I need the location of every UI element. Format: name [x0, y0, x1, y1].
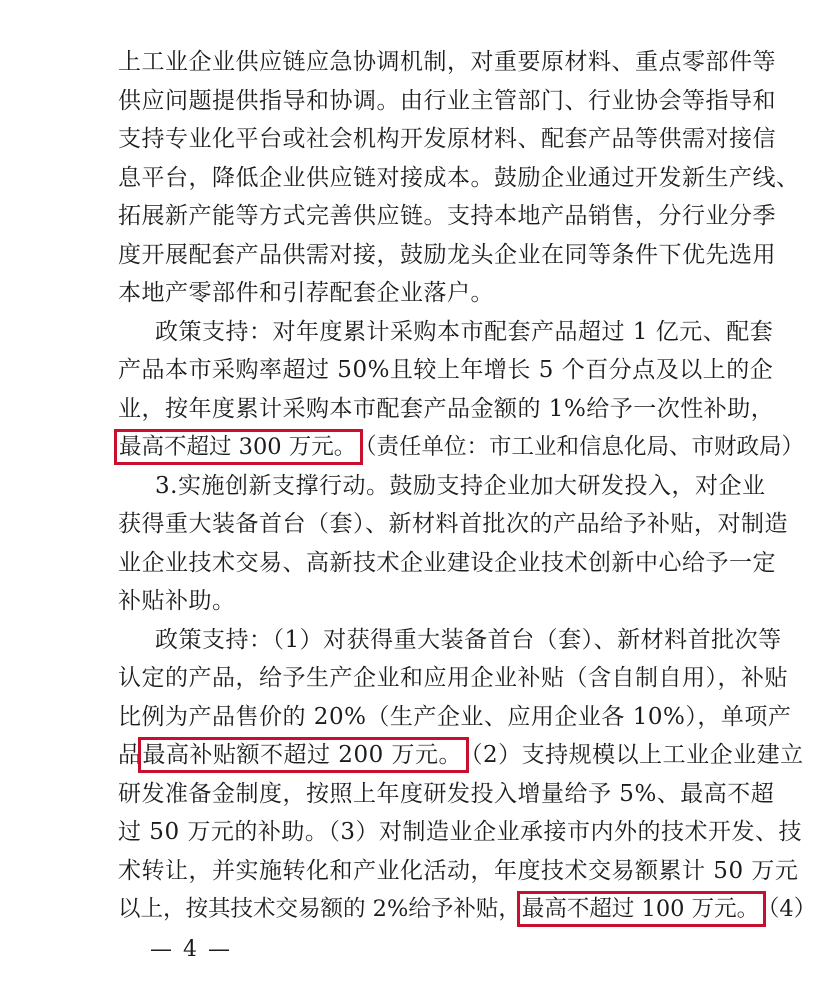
- line-suffix: （4）: [768, 896, 817, 922]
- highlight-box: 最高不超过 300 万元。: [114, 429, 363, 465]
- text-line: 产品本市采购率超过 50%且较上年增长 5 个百分点及以上的企: [118, 357, 774, 383]
- text-line: 上工业企业供应链应急协调机制，对重要原材料、重点零部件等: [118, 49, 776, 75]
- highlight-box: 最高补贴额不超过 200 万元。: [138, 737, 470, 773]
- text-line: 研发准备金制度，按照上年度研发投入增量给予 5%、最高不超: [118, 780, 775, 807]
- text-line: 补贴补助。: [118, 588, 236, 614]
- highlight-box: 最高不超过 100 万元。: [517, 891, 766, 927]
- line-suffix: （责任单位：市工业和信息化局、市财政局）: [365, 434, 805, 460]
- text-line: 认定的产品，给予生产企业和应用企业补贴（含自制自用），补贴: [118, 665, 788, 691]
- line-prefix: 以上，按其技术交易额的 2%给予补贴，: [118, 896, 521, 922]
- text-line: 支持专业化平台或社会机构开发原材料、配套产品等供需对接信: [118, 126, 776, 152]
- text-line: 获得重大装备首台（套）、新材料首批次的产品给予补贴，对制造: [118, 511, 788, 537]
- text-line-with-highlight: [118, 430, 804, 464]
- line-suffix: （2）支持规模以上工业企业建立: [471, 742, 804, 768]
- text-line: 息平台，降低企业供应链对接成本。鼓励企业通过开发新生产线、: [118, 164, 800, 191]
- paragraph-first-line: 政策支持：（1）对获得重大装备首台（套）、新材料首批次等: [155, 626, 782, 653]
- page-number: — 4 —: [150, 936, 232, 962]
- text-line: 供应问题提供指导和协调。由行业主管部门、行业协会等指导和: [118, 87, 776, 114]
- text-line: 本地产零部件和引荐配套企业落户。: [118, 280, 494, 306]
- text-line: 过 50 万元的补助。（3）对制造业企业承接市内外的技术开发、技: [118, 819, 803, 845]
- line-prefix: 品: [118, 742, 142, 768]
- text-line: 业，按年度累计采购本市配套产品金额的 1%给予一次性补助，: [118, 395, 775, 422]
- text-line: 业企业技术交易、高新技术企业建设企业技术创新中心给予一定: [118, 549, 776, 576]
- text-line: 拓展新产能等方式完善供应链。支持本地产品销售，分行业分季: [118, 203, 776, 229]
- text-line-with-highlight: [118, 738, 804, 772]
- text-line: 度开展配套产品供需对接，鼓励龙头企业在同等条件下优先选用: [118, 241, 776, 268]
- section-heading: 3.实施创新支撑行动。鼓励支持企业加大研发投入，对企业: [155, 472, 766, 499]
- paragraph-first-line: 政策支持：对年度累计采购本市配套产品超过 1 亿元、配套: [155, 318, 774, 345]
- text-line: 比例为产品售价的 20%（生产企业、应用企业各 10%），单项产: [118, 703, 792, 730]
- text-line-with-highlight: [118, 892, 816, 926]
- text-line: 术转让，并实施转化和产业化活动，年度技术交易额累计 50 万元: [118, 857, 799, 884]
